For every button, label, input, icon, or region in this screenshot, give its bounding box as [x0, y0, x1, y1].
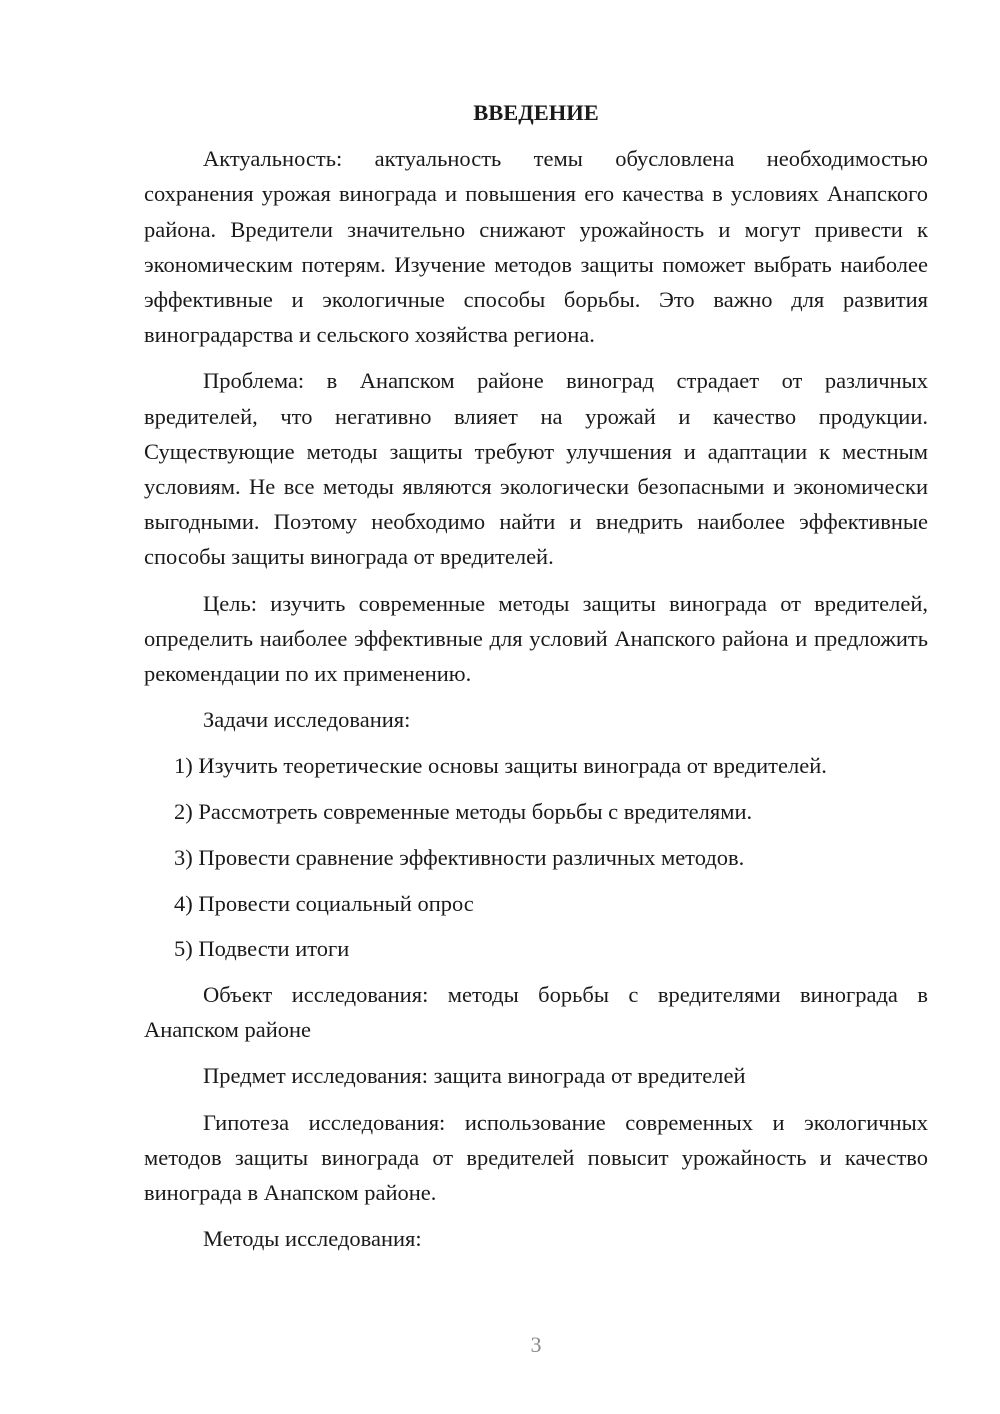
paragraph-relevance: Актуальность: актуальность темы обусловлена необходимостью сохранения урожая винограда и повышения его качества в условиях Анапского района. Вредители значительно снижают урожайность и могут привести к экономическим потерям. Изучение методов защиты поможет выбрать наиболее эффективные и экологичные способы борьбы. Это важно для развития виноградарства и сельского хозяйства региона. [144, 146, 928, 348]
page-content [144, 95, 928, 1267]
list-item: 1) Изучить теоретические основы защиты винограда от вредителей. [174, 753, 827, 779]
page-title: ВВЕДЕНИЕ [473, 100, 599, 125]
tasks-list [144, 748, 928, 966]
page-number: 3 [530, 1332, 542, 1357]
paragraph-goal: Цель: изучить современные методы защиты винограда от вредителей, определить наиболее эффективные для условий Анапского района и предложить рекомендации по их применению. [144, 590, 928, 687]
paragraph-object: Объект исследования: методы борьбы с вредителями винограда в Анапском районе [144, 981, 928, 1043]
methods-heading: Методы исследования: [203, 1226, 422, 1252]
list-item: 4) Провести социальный опрос [174, 890, 474, 916]
list-item: 3) Провести сравнение эффективности различных методов. [174, 844, 745, 870]
tasks-heading: Задачи исследования: [203, 707, 411, 733]
paragraph-hypothesis: Гипотеза исследования: использование современных и экологичных методов защиты винограда от вредителей повысит урожайность и качество винограда в Анапском районе. [144, 1109, 928, 1205]
paragraph-problem: Проблема: в Анапском районе виноград страдает от различных вредителей, что негативно влияет на урожай и качество продукции. Существующие методы защиты требуют улучшения и адаптации к местным условиям. Не все методы являются экологически безопасными и экономически выгодными. Поэтому необходимо найти и внедрить наиболее эффективные способы защиты винограда от вредителей. [144, 368, 928, 570]
list-item: 2) Рассмотреть современные методы борьбы с вредителями. [174, 799, 753, 825]
list-item: 5) Подвести итоги [174, 936, 350, 962]
paragraph-subject: Предмет исследования: защита винограда от вредителей [203, 1063, 746, 1089]
